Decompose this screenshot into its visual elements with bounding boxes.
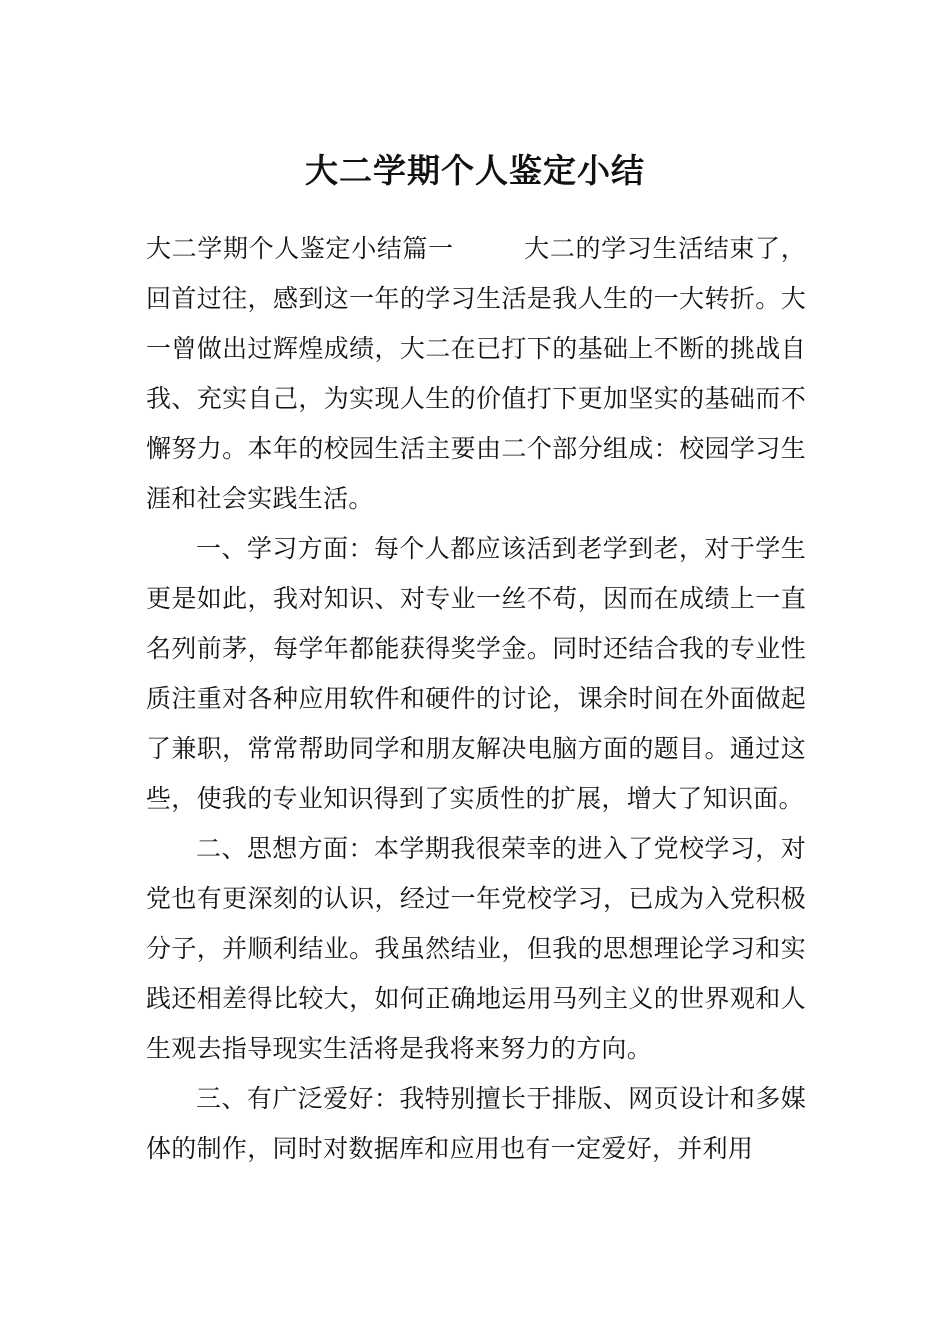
thought-paragraph: 二、思想方面：本学期我很荣幸的进入了党校学习，对党也有更深刻的认识，经过一年党校学习，已成为入党积极分子，并顺利结业。我虽然结业，但我的思想理论学习和实践还相差得比较大，如何正确地运用马列主义的世界观和人生观去指导现实生活将是我将来努力的方向。 [146,834,806,1063]
intro-heading: 大二学期个人鉴定小结篇一 [146,234,454,263]
intro-paragraph [146,224,806,524]
intro-text: 大二的学习生活结束了，回首过往，感到这一年的学习生活是我人生的一大转折。大一曾做出过辉煌成绩，大二在已打下的基础上不断的挑战自我、充实自己，为实现人生的价值打下更加坚实的基础而不懈努力。本年的校园生活主要由二个部分组成：校园学习生涯和社会实践生活。 [146,234,806,513]
document-title: 大二学期个人鉴定小结 [305,151,645,191]
study-paragraph: 一、学习方面：每个人都应该活到老学到老，对于学生更是如此，我对知识、对专业一丝不苟，因而在成绩上一直名列前茅，每学年都能获得奖学金。同时还结合我的专业性质注重对各种应用软件和硬件的讨论，课余时间在外面做起了兼职，常常帮助同学和朋友解决电脑方面的题目。通过这些，使我的专业知识得到了实质性的扩展，增大了知识面。 [146,534,806,813]
hobby-paragraph: 三、有广泛爱好：我特别擅长于排版、网页设计和多媒体的制作，同时对数据库和应用也有一定爱好，并利用 [146,1084,806,1163]
document-body [146,224,806,1174]
